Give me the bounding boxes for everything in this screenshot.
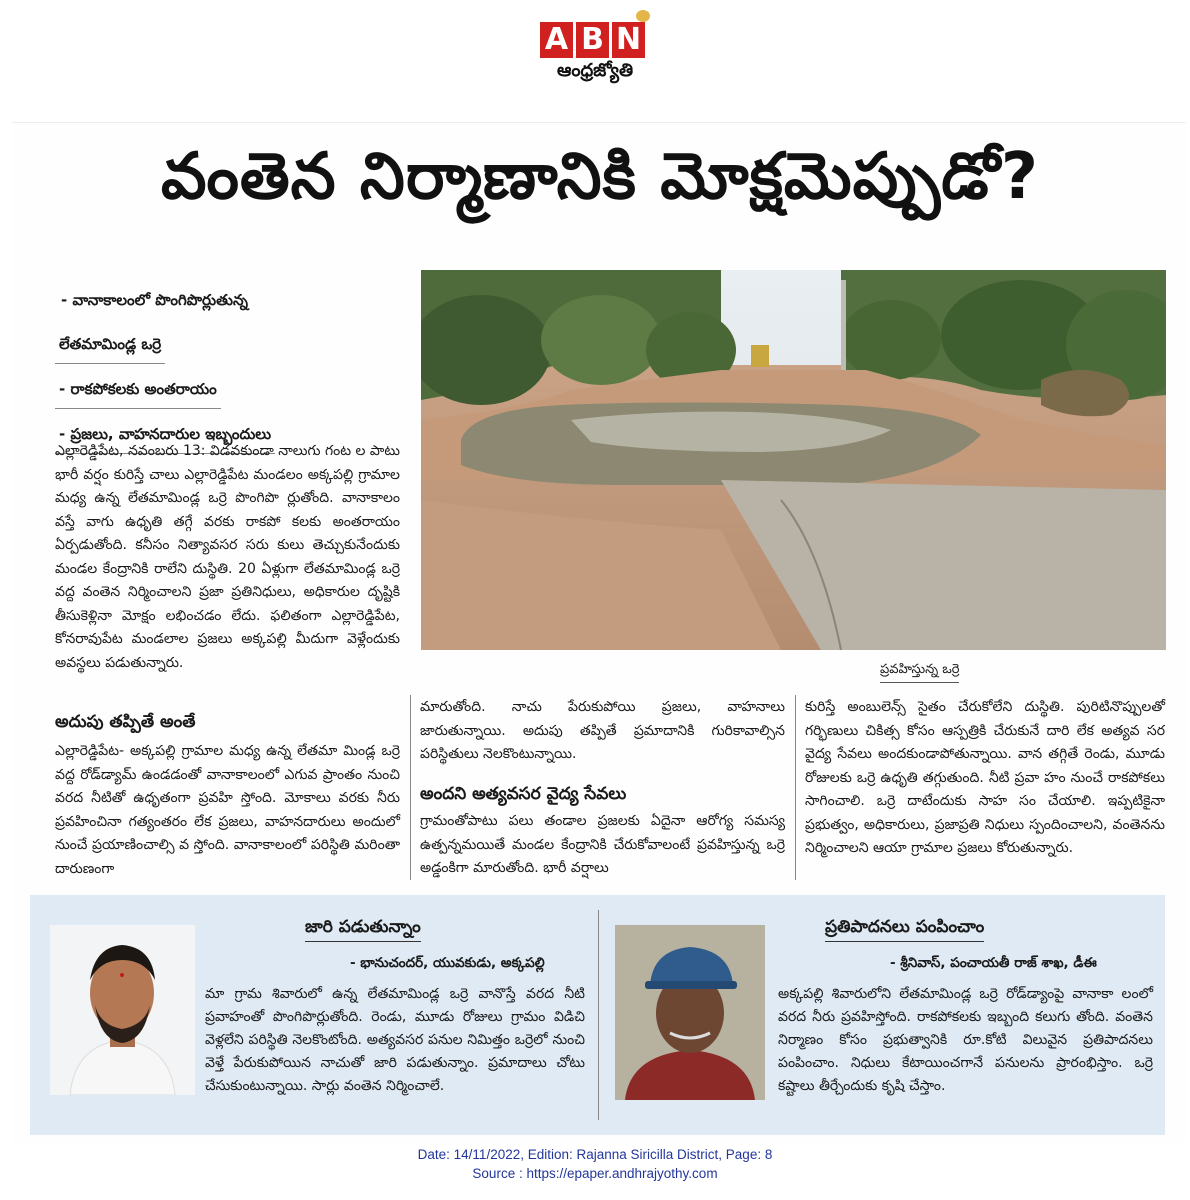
subhead-second: అందని అత్యవసర వైద్య సేవలు xyxy=(420,784,627,804)
abn-logo xyxy=(540,22,650,92)
logo-letter-n: N xyxy=(612,22,645,58)
subhead-first: అదుపు తప్పితే అంతే xyxy=(55,712,196,732)
logo-letter-a: A xyxy=(540,22,573,58)
column-divider xyxy=(410,695,411,880)
headline: వంతెన నిర్మాణానికి మోక్షమెప్పుడో? xyxy=(160,140,1040,214)
column-1-body: ఎల్లారెడ్డిపేట- అక్కపల్లి గ్రామాల మధ్య ఉన్న లేతమా మిండ్ల ఒర్రె వద్ద రోడ్‌డ్యామ్‌ ఉండడంతో వానాకాలంలో ఎగువ ప్రాంతం నుంచి వరద నీటితో ఉధృతంగా ప్రవహి స్తోంది. మోకాలు వరకు నీరు ప్రవహించినా గత్యంతరం లేక ప్రజలు, వాహనదారులు అందులో నుంచే ప్రయాణించాల్సి వ స్తోంది. వానాకాలంలో పరిస్థితి మరింతా దారుణంగా xyxy=(55,743,400,877)
highlight-item: - వానాకాలంలో పొంగిపొర్లుతున్న xyxy=(61,291,248,309)
quote-left-title: జారి పడుతున్నాం xyxy=(305,917,421,942)
logo-subtitle: ఆంధ్రజ్యోతి xyxy=(556,60,634,81)
footer-source: Source : https://epaper.andhrajyothy.com xyxy=(472,1166,718,1181)
logo-letter-b: B xyxy=(576,22,609,58)
lead-paragraph: ఎల్లారెడ్డిపేట, నవంబరు 13: విడవకుండా నాలుగు గంట ల పాటు భారీ వర్షం కురిస్తే చాలు ఎల్లారెడ్డిపేట మండలం అక్కపల్లి గ్రామాల మధ్య ఉన్న లేతమామిండ్ల ఒర్రె పొంగిపొ ర్లుతోంది. వానాకాలం వస్తే వాగు ఉధృతి తగ్గే వరకు రాకపో కలకు అంతరాయం ఏర్పడుతోంది. కనీసం నిత్యావసర సరు కులు తెచ్చుకునేందుకు మండల కేంద్రానికి రాలేని దుస్థితి. 20 ఏళ్లుగా లేతమామిండ్ల ఒర్రె వద్ద వంతెన నిర్మించాలని ప్రజా ప్రతినిధులు, అధికారుల దృష్టికి తీసుకెళ్లినా మోక్షం లభించడం లేదు. ఫలితంగా ఎల్లారెడ్డిపేట, కోనరావుపేట మండలాల ప్రజలు అక్కపల్లి మీదుగా వెళ్లేందుకు అవస్థలు పడుతున్నారు. xyxy=(55,443,400,671)
portrait-srinivas xyxy=(615,925,765,1100)
quote-right-text: అక్కపల్లి శివారులోని లేతమామిండ్ల ఒర్రె రోడ్‌డ్యాంపై వానాకా లంలో వరద నీరు ప్రవహిస్తోంది. రాకపోకలకు ఇబ్బంది కలుగు తోంది. వంతెన నిర్మాణం కోసం ప్రభుత్వానికి రూ.కోటి విలువైన ప్రతిపాదనలు పంపించాం. నిధులు కేటాయించగానే పనులను ప్రారంభిస్తాం. ఒర్రె కష్టాలు తీర్చేందుకు కృషి చేస్తాం. xyxy=(778,986,1153,1094)
highlight-item: - రాకపోకలకు అంతరాయం xyxy=(55,374,221,409)
photo-caption: ప్రవహిస్తున్న ఒర్రె xyxy=(880,662,959,683)
column-divider xyxy=(795,695,796,880)
highlights xyxy=(55,285,385,464)
quote-right-attribution: - శ్రీనివాస్‌, పంచాయతీ రాజ్‌ శాఖ, డీఈ xyxy=(890,955,1097,971)
column-3-body: కురిస్తే అంబులెన్స్‌ సైతం చేరుకోలేని దుస్థితి. పురిటినొప్పులతో గర్భిణులు చికిత్స కోసం ఆస్పత్రికి చేరుకునే దారి లేక అత్యవ సర వైద్య సేవలు అందకుండాపోతున్నాయి. వాన తగ్గితే రెండు, మూడు రోజులకు ఒర్రె ఉధృతి తగ్గుతుంది. నీటి ప్రవా హం నుంచే రాకపోకలు సాగించాలి. ఒర్రె దాటేందుకు సాహ సం చేయాలి. ఇప్పటికైనా ప్రభుత్వం, అధికారులు, ప్రజాప్రతి నిధులు స్పందించాలని, వంతెనను నిర్మించాలని ఆయా గ్రామాల ప్రజలు కోరుతున్నారు. xyxy=(805,699,1165,856)
highlight-item: - ప్రజలు, వాహనదారుల ఇబ్బందులు xyxy=(55,419,275,454)
coffee-cup-icon xyxy=(636,10,650,22)
source-footer xyxy=(0,1145,1190,1183)
quote-left-text: మా గ్రామ శివారులో ఉన్న లేతమామిండ్ల ఒర్రె వానొస్తే వరద నీటి ప్రవాహంతో పొంగిపొర్లుతోంది. రెండు, మూడు రోజులు గ్రామం విడిచి వెళ్లలేని పరిస్థితి నెలకొంటోంది. అత్యవసర పనుల నిమిత్తం ఒర్రెలో నుంచి వెళ్తే పేరుకుపోయిన నాచుతో జారి పడుతున్నాం. ప్రమాదాలు చోటు చేసుకుంటున్నాయి. సార్లు వంతెన నిర్మించాలే. xyxy=(205,986,585,1094)
footer-date-edition: Date: 14/11/2022, Edition: Rajanna Siricilla District, Page: 8 xyxy=(417,1147,773,1162)
quote-left-attribution: - భానుచందర్‌, యువకుడు, అక్కపల్లి xyxy=(350,955,545,971)
quote-right-title: ప్రతిపాదనలు పంపించాం xyxy=(825,917,984,942)
column-2-top: మారుతోంది. నాచు పేరుకుపోయి ప్రజలు, వాహనాలు జారుతున్నాయి. అదుపు తప్పితే ప్రమాదానికి గురికావాల్సిన పరిస్థితులు నెలకొంటున్నాయి. xyxy=(420,699,785,762)
portrait-bhanuchander xyxy=(50,925,195,1095)
column-2-bottom: గ్రామంతోపాటు పలు తండాల ప్రజలకు ఏదైనా ఆరోగ్య సమస్య ఉత్పన్నమయితే మండల కేంద్రానికి చేరుకోవాలంటే ప్రవహిస్తున్న ఒర్రె అడ్డంకిగా మారుతోంది. భారీ వర్షాలు xyxy=(420,813,785,876)
quotes-box xyxy=(30,895,1165,1135)
highlight-item: లేతమామిండ్ల ఒర్రె xyxy=(55,329,165,364)
flooded-stream-photo xyxy=(421,270,1166,650)
quote-divider xyxy=(598,910,599,1120)
